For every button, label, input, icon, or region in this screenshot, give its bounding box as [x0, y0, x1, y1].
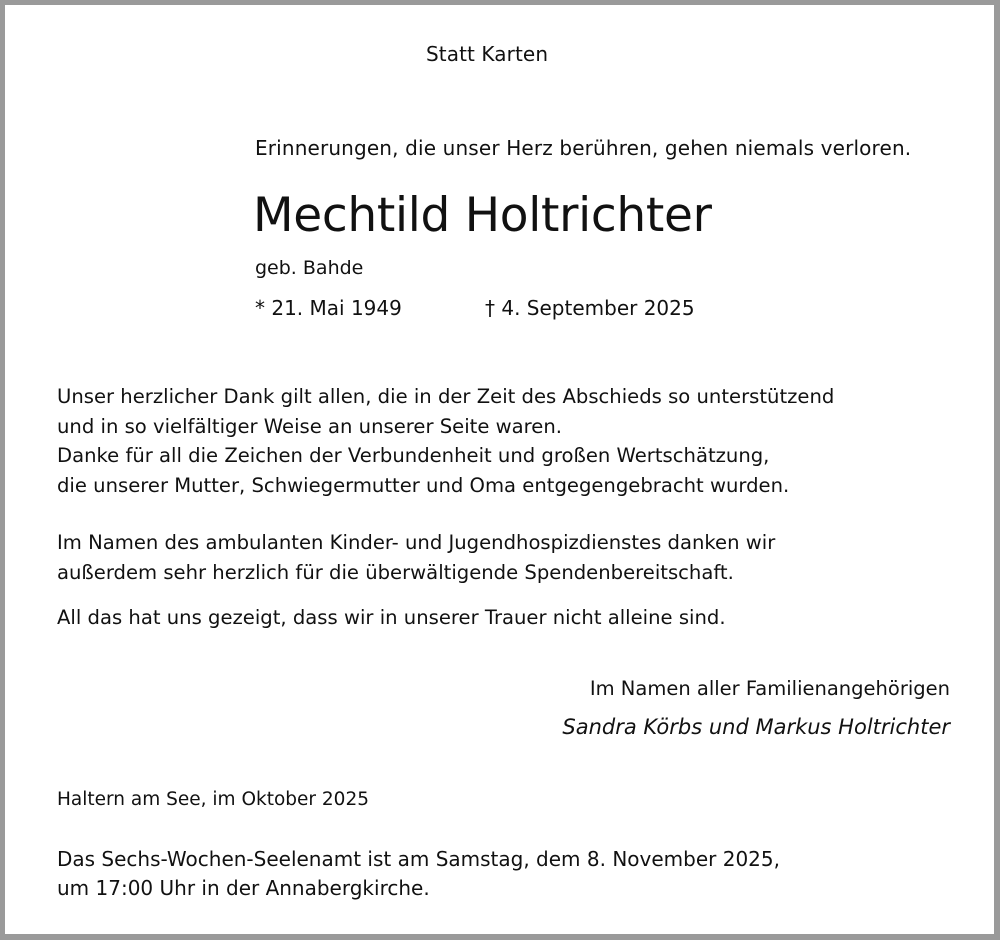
- text-line: Unser herzlicher Dank gilt allen, die in der Zeit des Abschieds so unterstützend: [57, 385, 835, 408]
- text-line: Im Namen des ambulanten Kinder- und Jugendhospizdienstes danken wir: [57, 531, 776, 554]
- text-line: außerdem sehr herzlich für die überwältigende Spendenbereitschaft.: [57, 560, 734, 584]
- maiden-name: geb. Bahde: [255, 257, 364, 279]
- signer-names: Sandra Körbs und Markus Holtrichter: [562, 715, 950, 739]
- text-line: die unserer Mutter, Schwiegermutter und Oma entgegengebracht wurden.: [57, 473, 790, 497]
- death-date: † 4. September 2025: [485, 296, 695, 320]
- hospice-paragraph: [57, 528, 775, 587]
- text-line: und in so vielfältiger Weise an unserer Seite waren.: [57, 414, 562, 438]
- text-line: um 17:00 Uhr in der Annabergkirche.: [57, 876, 430, 900]
- text-line: Danke für all die Zeichen der Verbundenheit und großen Wertschätzung,: [57, 444, 770, 467]
- thanks-paragraph: [57, 382, 834, 500]
- deceased-name: Mechtild Holtrichter: [253, 188, 712, 243]
- obituary-card: [5, 5, 994, 934]
- service-info: [57, 845, 780, 903]
- birth-date: * 21. Mai 1949: [255, 296, 402, 320]
- motto-quote: Erinnerungen, die unser Herz berühren, gehen niemals verloren.: [255, 136, 912, 160]
- closing-paragraph: All das hat uns gezeigt, dass wir in unserer Trauer nicht alleine sind.: [57, 606, 726, 629]
- text-line: Das Sechs-Wochen-Seelenamt ist am Samstag, dem 8. November 2025,: [57, 847, 780, 871]
- place-date: Haltern am See, im Oktober 2025: [57, 789, 369, 810]
- on-behalf-line: Im Namen aller Familienangehörigen: [589, 677, 950, 700]
- header-statt-karten: Statt Karten: [426, 42, 549, 66]
